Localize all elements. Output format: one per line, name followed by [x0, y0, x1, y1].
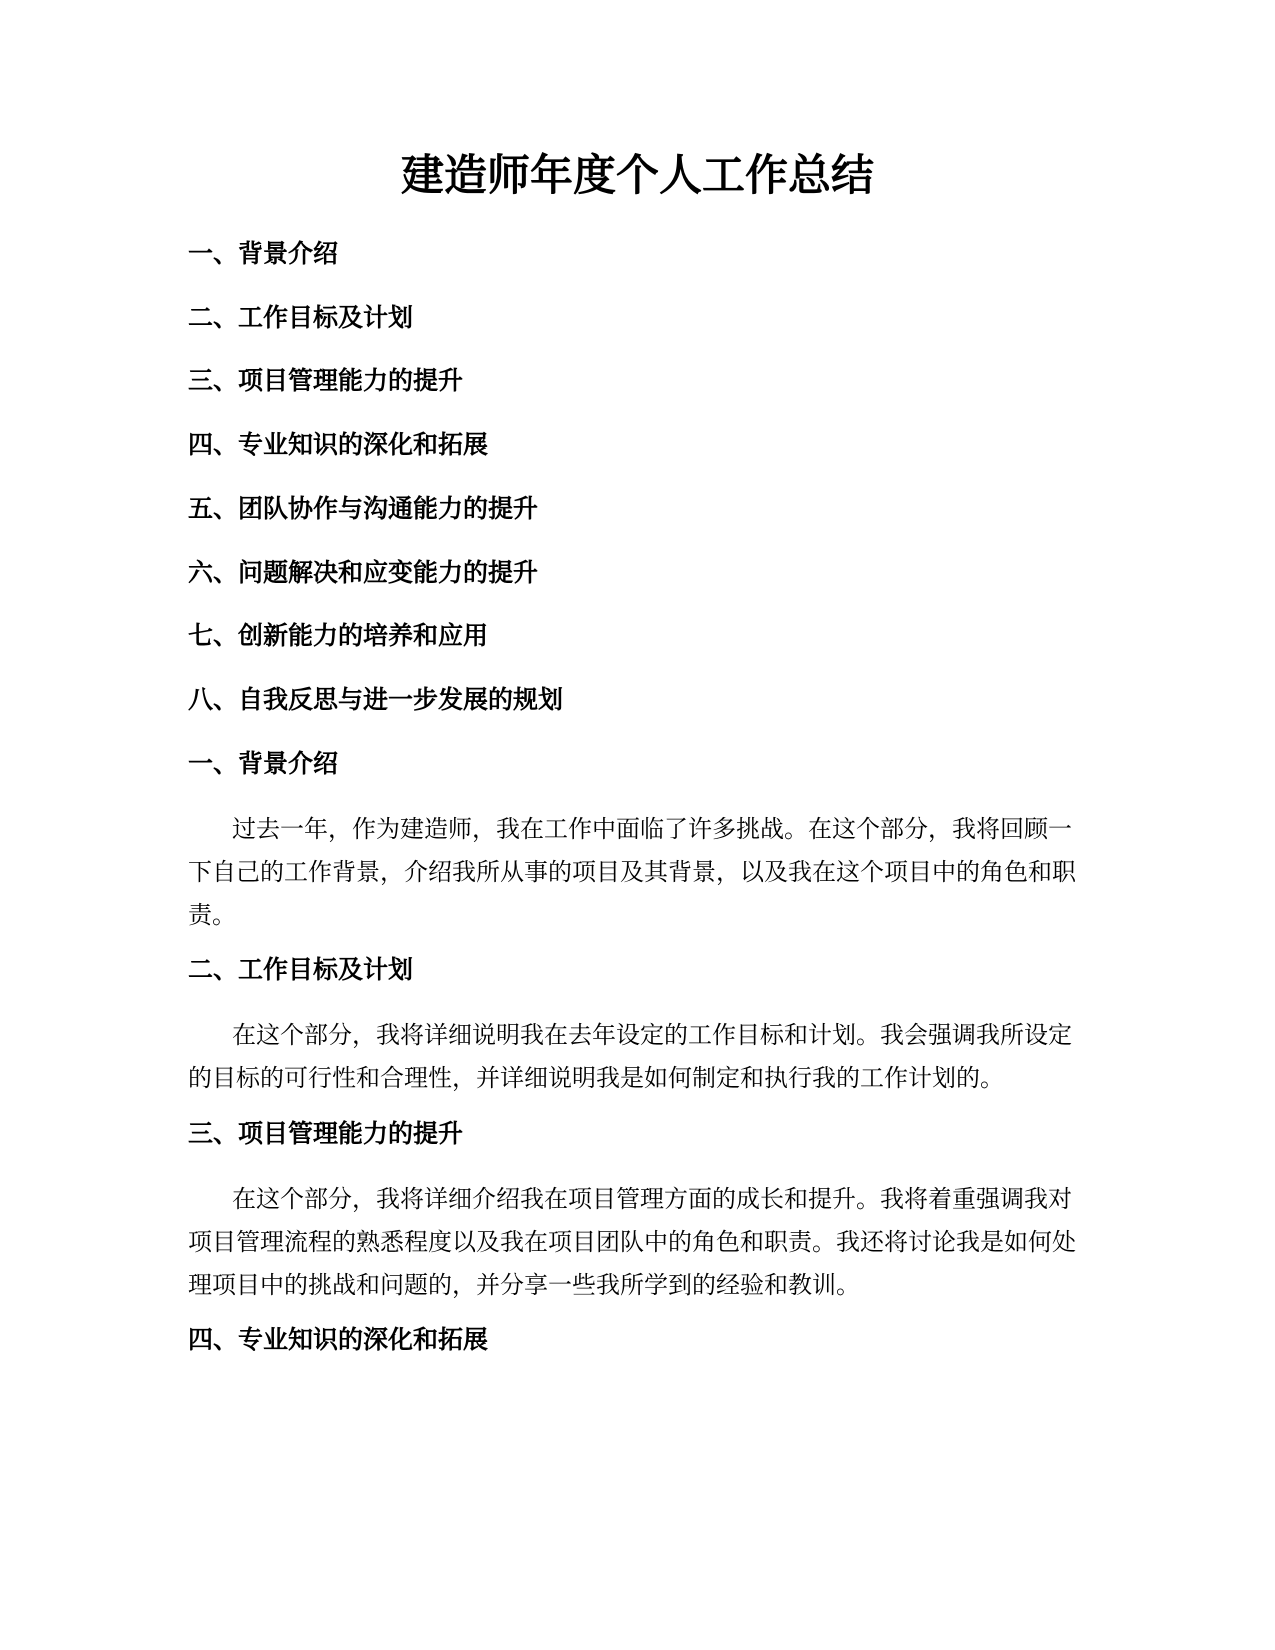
section-paragraph: 在这个部分，我将详细说明我在去年设定的工作目标和计划。我会强调我所设定的目标的可行性和合理性，并详细说明我是如何制定和执行我的工作计划的。: [188, 1021, 1072, 1092]
section-heading: 三、项目管理能力的提升: [188, 1119, 464, 1148]
toc-item: 一、背景介绍: [188, 239, 339, 268]
section-paragraph: 过去一年，作为建造师，我在工作中面临了许多挑战。在这个部分，我将回顾一下自己的工作背景，介绍我所从事的项目及其背景，以及我在这个项目中的角色和职责。: [188, 815, 1076, 929]
section-heading: 二、工作目标及计划: [188, 955, 414, 984]
toc-item: 二、工作目标及计划: [188, 303, 414, 332]
toc-item: 三、项目管理能力的提升: [188, 366, 464, 395]
toc-item: 七、创新能力的培养和应用: [188, 621, 489, 650]
section-heading: 一、背景介绍: [188, 749, 339, 778]
section-paragraph: 在这个部分，我将详细介绍我在项目管理方面的成长和提升。我将着重强调我对项目管理流程的熟悉程度以及我在项目团队中的角色和职责。我还将讨论我是如何处理项目中的挑战和问题的，并分享一些我所学到的经验和教训。: [188, 1185, 1076, 1299]
toc-item: 四、专业知识的深化和拓展: [188, 430, 489, 459]
toc-item: 八、自我反思与进一步发展的规划: [188, 685, 564, 714]
toc-item: 六、问题解决和应变能力的提升: [188, 558, 539, 587]
section-heading: 四、专业知识的深化和拓展: [188, 1325, 489, 1354]
document-title: 建造师年度个人工作总结: [401, 151, 874, 201]
toc-item: 五、团队协作与沟通能力的提升: [188, 494, 539, 523]
